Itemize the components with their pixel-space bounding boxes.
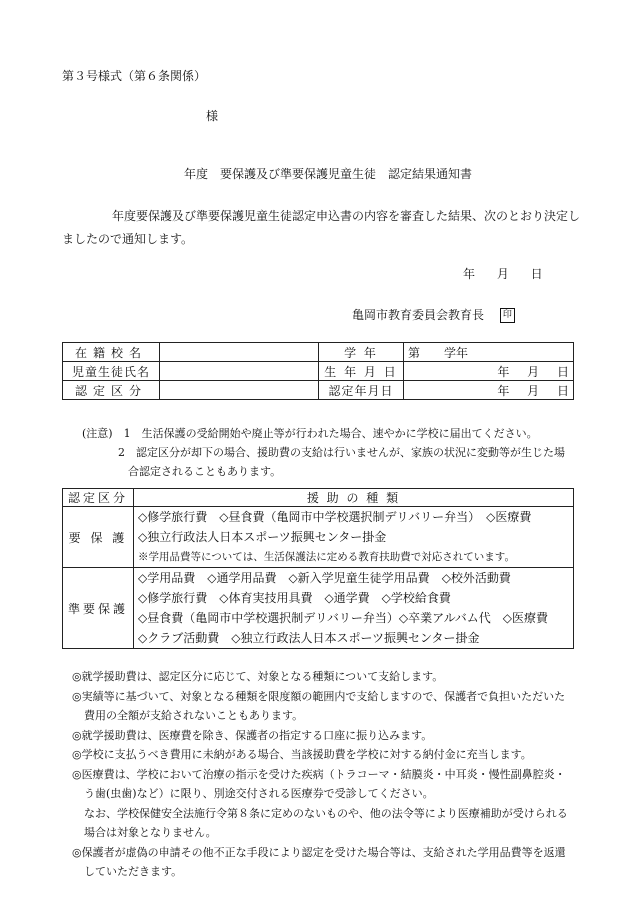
footer-note: ◎学校に支払うべき費用に未納がある場合、当該援助費を学校に対する納付金に充当します。 (72, 748, 532, 761)
table-row (63, 343, 574, 362)
info-table (62, 342, 574, 400)
document-title: 年度 要保護及び準要保護児童生徒 認定結果通知書 (184, 167, 473, 181)
aid-row2-items (134, 568, 574, 649)
seal-icon: 印 (500, 308, 515, 323)
list-item: ◇独立行政法人日本スポーツ振興センター掛金 (138, 530, 387, 544)
birth-value: 年 月 日 (404, 362, 574, 381)
body-text: 年度要保護及び準要保護児童生徒認定申込書の内容を審査した結果、次のとおり決定しましたので通知します。 (62, 209, 581, 246)
list-item: ◇学用品費 ◇通学用品費 ◇新入学児童生徒学用品費 ◇校外活動費 (138, 571, 511, 585)
list-item: ◇修学旅行費 ◇体育実技用具費 ◇通学費 ◇学校給食費 (138, 591, 451, 605)
table-row (63, 489, 574, 507)
category-label: 認定区分 (63, 381, 160, 400)
table-row (63, 507, 574, 568)
footer-note: ◎就学援助費は、認定区分に応じて、対象となる種類について支給します。 (72, 670, 444, 683)
grade-label: 学 年 (319, 343, 404, 362)
table-row (63, 362, 574, 381)
footer-note-cont: 費用の全額が支給されないこともあります。 (84, 709, 304, 722)
note-2: 2 認定区分が却下の場合、援助費の支給は行いませんが、家族の状況に変動等が生じた場 (118, 446, 565, 459)
note-1: (注意) 1 生活保護の受給開始や廃止等が行われた場合、速やかに学校に届出てください。 (82, 427, 538, 440)
footer-note-cont: していただきます。 (84, 865, 183, 878)
footer-notes (72, 667, 577, 882)
aid-row1-items (134, 507, 574, 568)
list-item: ◇昼食費（亀岡市中学校選択制デリバリー弁当）◇卒業アルバム代 ◇医療費 (138, 611, 549, 625)
aid-table (62, 488, 574, 649)
category-value (160, 381, 319, 400)
issuer (352, 306, 515, 323)
footer-note: ◎医療費は、学校において治療の指示を受けた疾病（トラコーマ・結膜炎・中耳炎・慢性副鼻腔炎・ (72, 767, 566, 781)
aid-header-category: 認定区分 (63, 489, 134, 507)
form-number: 第３号様式（第６条関係） (62, 69, 207, 83)
birth-label: 生 年 月 日 (319, 362, 404, 381)
aid-header-type: 援 助 の 種 類 (134, 489, 574, 507)
grade-value: 第 学年 (404, 343, 574, 362)
aid-row2-label: 準要保護 (63, 568, 134, 649)
list-item: ◇クラブ活動費 ◇独立行政法人日本スポーツ振興センター掛金 (138, 631, 480, 645)
issuer-name: 亀岡市教育委員会教育長 (352, 308, 485, 322)
school-value (160, 343, 319, 362)
school-label: 在籍校名 (63, 343, 160, 362)
footer-note-cont: う歯(虫歯)など）に限り、別途交付される医療券で受診してください。 (84, 787, 434, 800)
student-label: 児童生徒氏名 (63, 362, 160, 381)
notes (82, 424, 577, 481)
list-item: ◇修学旅行費 ◇昼食費（亀岡市中学校選択制デリバリー弁当） ◇医療費 (138, 510, 532, 524)
footer-note: ◎実績等に基づいて、対象となる種類を限度額の範囲内で支給しますので、保護者で負担いただいた (72, 689, 566, 703)
footer-note: ◎保護者が虚偽の申請その他不正な手段により認定を受けた場合等は、支給された学用品費等を返還 (72, 845, 566, 859)
table-row (63, 568, 574, 649)
footer-note-cont: なお、学校保健安全法施行令第８条に定めのないものや、他の法令等により医療補助が受けられる (84, 806, 568, 820)
footer-note-cont: 場合は対象となりません。 (84, 826, 217, 839)
student-value (160, 362, 319, 381)
cert-date-label: 認定年月日 (319, 381, 404, 400)
addressee-suffix: 様 (206, 109, 219, 123)
aid-row1-note: ※学用品費等については、生活保護法に定める教育扶助費で対応されています。 (138, 551, 515, 563)
aid-row1-label: 要 保 護 (63, 507, 134, 568)
table-row (63, 381, 574, 400)
issue-date: 年 月 日 (463, 267, 543, 281)
footer-note: ◎就学援助費は、医療費を除き、保護者の指定する口座に振り込みます。 (72, 728, 433, 742)
cert-date-value: 年 月 日 (404, 381, 574, 400)
note-2-cont: 合認定されることもあります。 (128, 465, 282, 478)
